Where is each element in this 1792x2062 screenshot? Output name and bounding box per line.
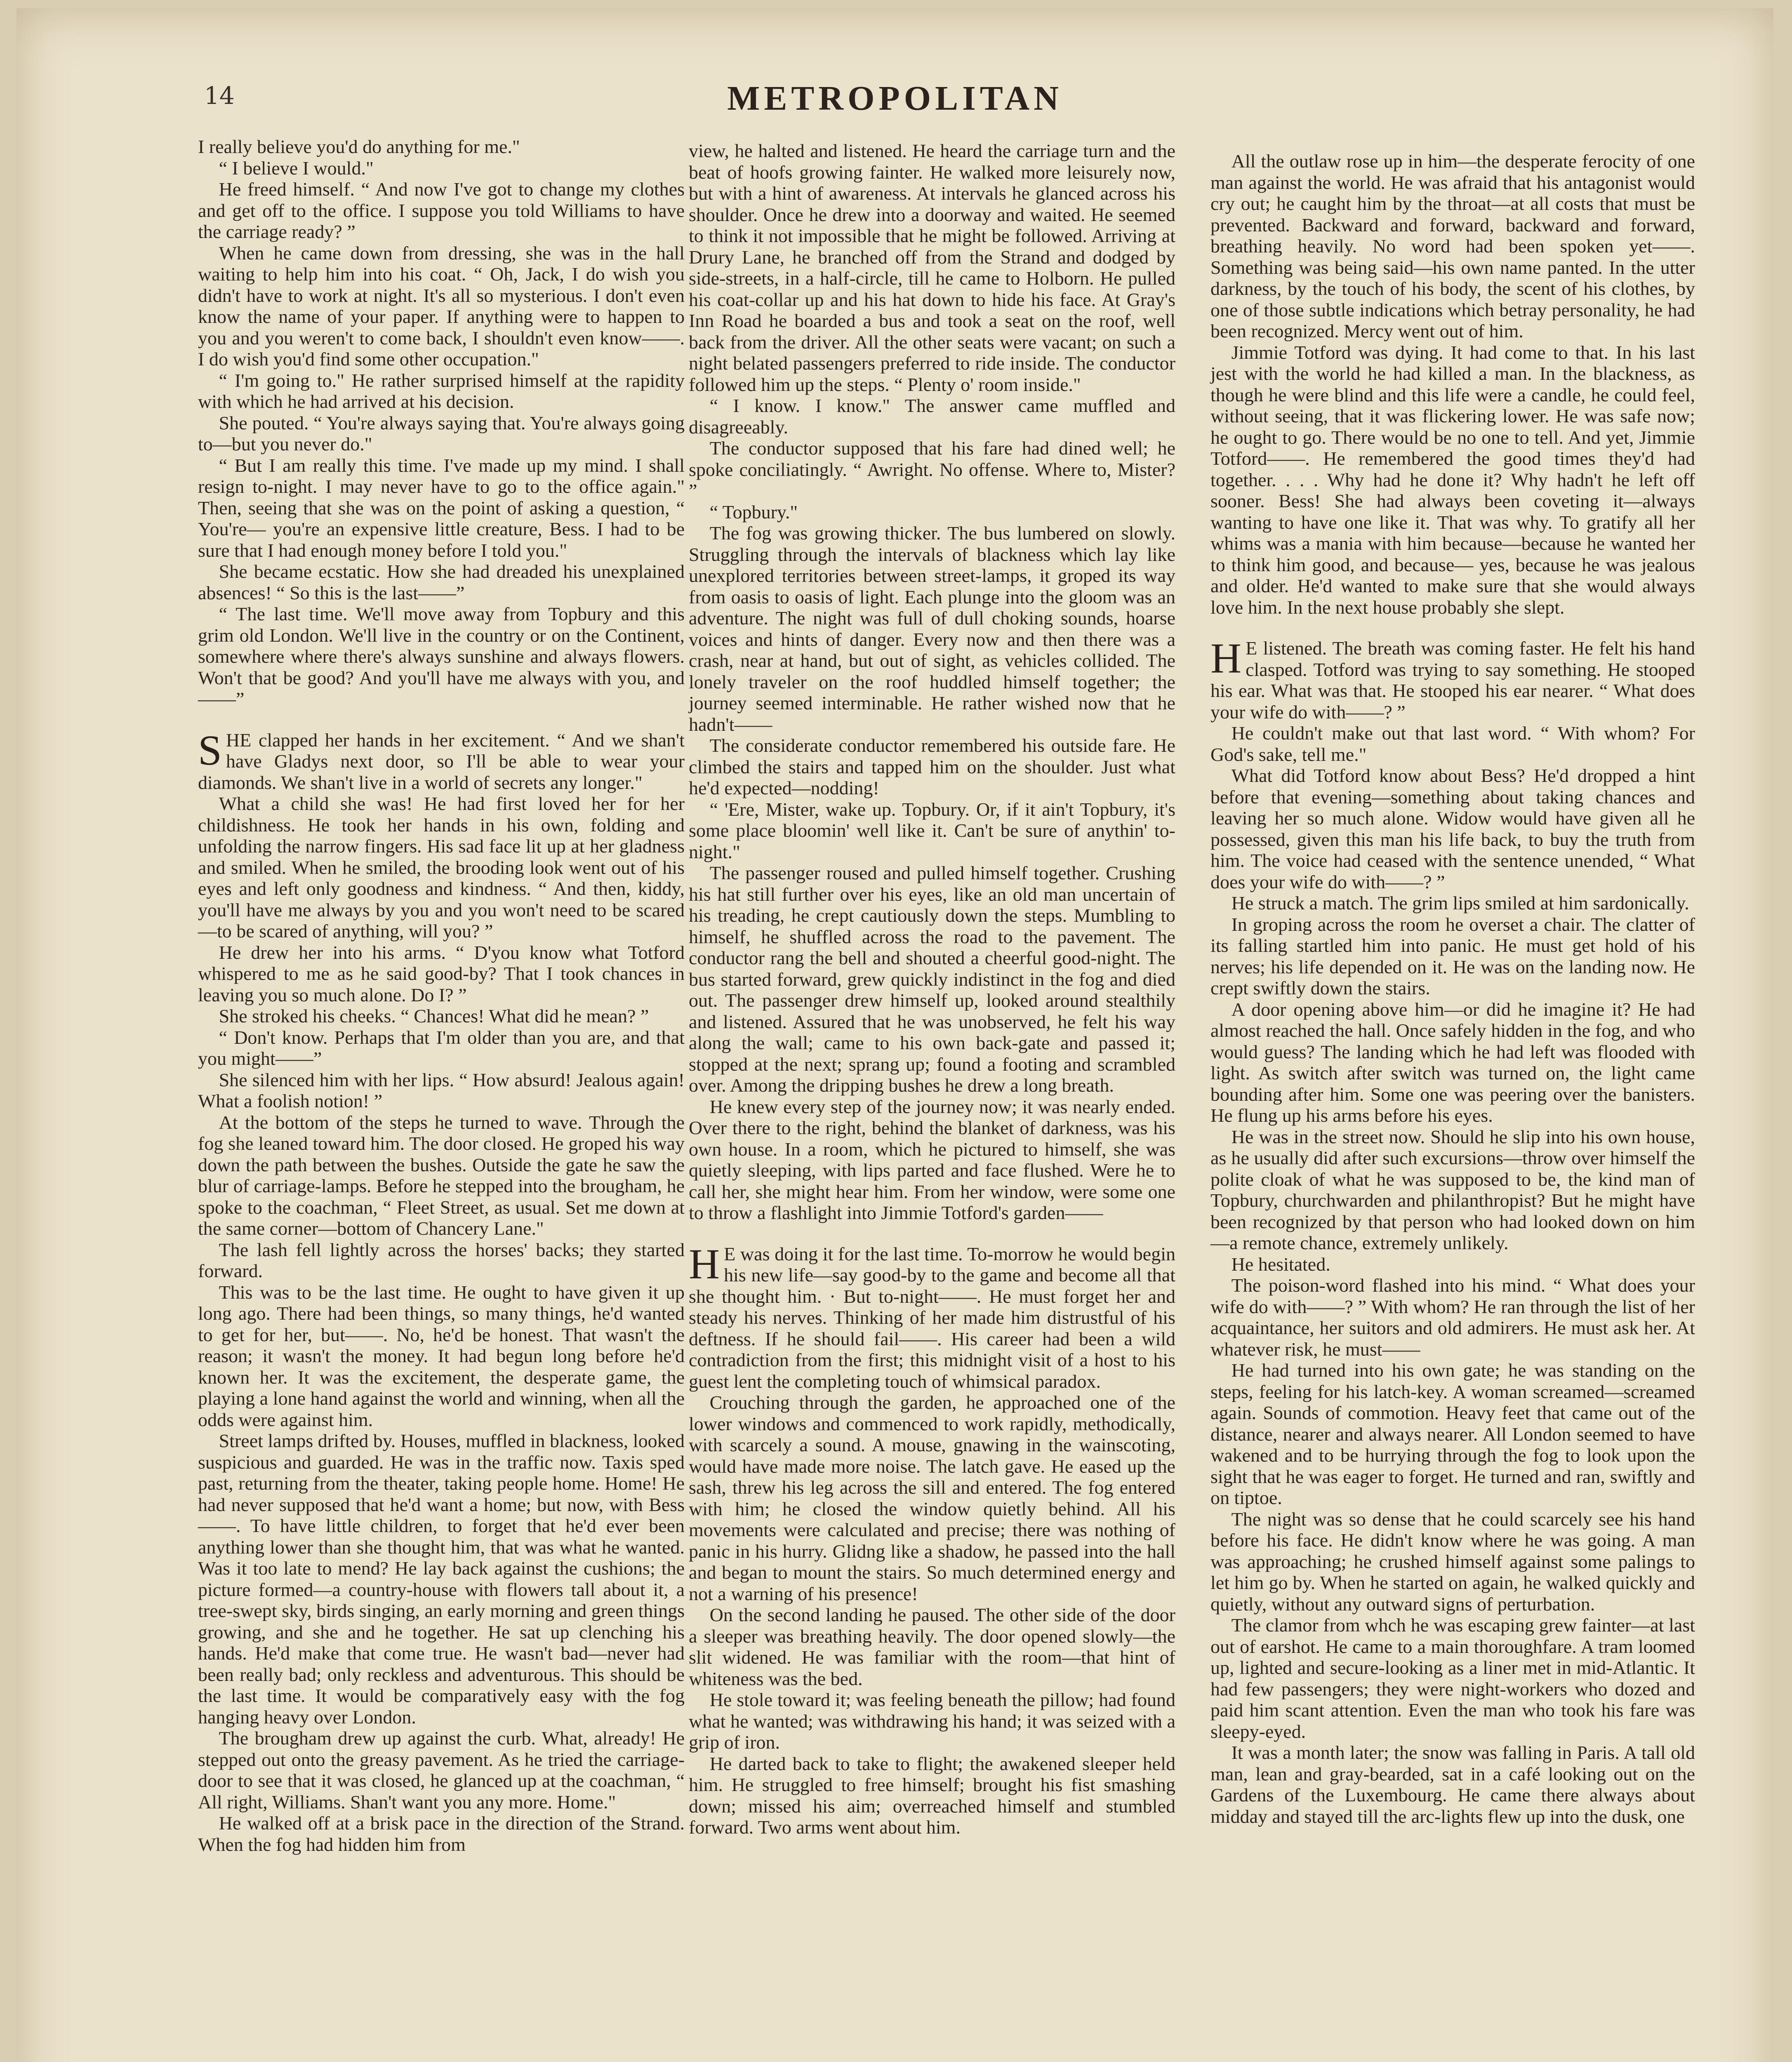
- paragraph-text: He couldn't make out that last word. “ With whom? For God's sake, tell me.": [1210, 723, 1695, 765]
- paragraph: [1210, 765, 1695, 892]
- paragraph-text: He knew every step of the journey now; it was nearly ended. Over there to the right, behind the blanket of darkness, was his own house. In a room, which he pictured to himself, she was quietly sleeping, with lips parted and face flushed. Were he to call her, she might hear him. From her window, were some one to throw a flashlight into Jimmie Totford's garden——: [689, 1096, 1175, 1223]
- paragraph-text: He was in the street now. Should he slip into his own house, as he usually did after such excursions—throw over himself the polite cloak of what he was supposed to be, the kind man of Topbury, churchwarden and philanthropist? But he might have been recognized by that person who had looked down on him—a remote chance, extremely unlikely.: [1210, 1126, 1695, 1253]
- paragraph: [198, 603, 685, 710]
- paragraph-text: HE clapped her hands in her excitement. “ And we shan't have Gladys next door, so I'll be able to wear your diamonds. We shan't live in a world of secrets any longer.": [198, 729, 685, 793]
- paragraph: [1210, 1615, 1695, 1742]
- paragraph-text: “ 'Ere, Mister, wake up. Topbury. Or, if it ain't Topbury, it's some place bloomin' well like it. Can't be sure of anythin' to-night.": [689, 798, 1175, 862]
- paragraph: [1210, 1275, 1695, 1360]
- paragraph-text: He struck a match. The grim lips smiled at him sardonically.: [1231, 892, 1689, 913]
- paragraph: [198, 1239, 685, 1282]
- paragraph: [198, 1005, 685, 1027]
- paragraph-text: On the second landing he paused. The other side of the door a sleeper was breathing heavily. The door opened slowly—the slit widened. He was familiar with the room—that hint of whiteness was the bed.: [689, 1604, 1175, 1689]
- paragraph: [1210, 1742, 1695, 1827]
- paragraph-text: E listened. The breath was coming faster. He felt his hand clasped. Totford was trying to say something. He stooped his ear. What was that. He stooped his ear nearer. “ What does your wife do with——? ”: [1210, 638, 1695, 723]
- paragraph: [1210, 723, 1695, 765]
- paragraph-text: He stole toward it; was feeling beneath the pillow; had found what he wanted; was withdrawing his hand; it was seized with a grip of iron.: [689, 1689, 1175, 1753]
- text-column-2: [689, 140, 1175, 1838]
- drop-cap: S: [198, 726, 222, 774]
- paragraph: [689, 862, 1175, 1096]
- paragraph: [198, 455, 685, 561]
- paragraph: [198, 158, 685, 179]
- masthead: METROPOLITAN: [727, 79, 1063, 118]
- paragraph-text: The night was so dense that he could scarcely see his hand before his face. He didn't know where he was going. A man was approaching; he crushed himself against some palings to let him go by. When he started on again, he walked quickly and quietly, without any outward signs of perturbation.: [1210, 1508, 1695, 1615]
- paragraph-text: The lash fell lightly across the horses' backs; they started forward.: [198, 1239, 685, 1281]
- paragraph: [198, 793, 685, 942]
- paragraph: [1210, 999, 1695, 1126]
- text-column-3: [1210, 151, 1695, 1827]
- paragraph-text: The considerate conductor remembered his outside fare. He climbed the stairs and tapped him on the shoulder. Just what he'd expected—nodding!: [689, 735, 1175, 798]
- paragraph-text: E was doing it for the last time. To-morrow he would begin his new life—say good-by to the game and become all that she thought him. · But to-night——. He must forget her and steady his nerves. Thinking of her made him distrustful of his deftness. If he should fail——. His career had been a wild contradiction from the first; this midnight visit of a host to his guest lent the completing touch of whimsical paradox.: [689, 1243, 1175, 1392]
- paragraph: [198, 242, 685, 370]
- paragraph-text: What a child she was! He had first loved her for her childishness. He took her hands in his own, folding and unfolding the narrow fingers. His sad face lit up at her gladness and smiled. When he smiled, the brooding look went out of his eyes and left only goodness and kindness. “ And then, kiddy, you'll have me always by you and you won't need to be scared—to be scared of anything, will you? ”: [198, 793, 685, 942]
- paragraph-text: The fog was growing thicker. The bus lumbered on slowly. Struggling through the intervals of blackness which lay like unexplored territories between street-lamps, it groped its way from oasis to oasis of light. Each plunge into the gloom was an adventure. The night was full of dull choking sounds, hoarse voices and hints of danger. Every now and then there was a crash, near at hand, but out of sight, as vehicles collided. The lonely traveler on the roof huddled himself together; the journey seemed interminable. He rather wished now that he hadn't——: [689, 523, 1175, 735]
- paragraph: [198, 1282, 685, 1431]
- paragraph: [1210, 1509, 1695, 1615]
- paragraph: [1210, 1254, 1695, 1275]
- paragraph-text: Crouching through the garden, he approached one of the lower windows and commenced to work rapidly, methodically, with scarcely a sound. A mouse, gnawing in the wainscoting, would have made more noise. The latch gave. He eased up the sash, threw his leg across the sill and entered. The fog entered with him; he closed the window quietly behind. All his movements were calculated and precise; there was nothing of panic in his hurry. Glidng like a shadow, he passed into the hall and began to mount the stairs. So much determined energy and not a warning of his presence!: [689, 1392, 1175, 1604]
- paragraph-text: “ But I am really this time. I've made up my mind. I shall resign to-night. I may never have to go to the office again." Then, seeing that she was on the point of asking a question, “ You're— you're an expensive little creature, Bess. I had to be sure that I had enough money before I told you.": [198, 454, 685, 561]
- paragraph: [1210, 1126, 1695, 1254]
- paragraph-text: All the outlaw rose up in him—the desperate ferocity of one man against the world. He was afraid that his antagonist would cry out; he caught him by the throat—at all costs that must be prevented. Backward and forward, backward and forward, breathing heavily. No word had been spoken yet——. Something was being said—his own name panted. In the utter darkness, by the touch of his body, the scent of his clothes, by one of those subtle indications which betray personality, he had been recognized. Mercy went out of him.: [1210, 151, 1695, 341]
- paragraph-text: The clamor from whch he was escaping grew fainter—at last out of earshot. He came to a main thoroughfare. A tram loomed up, lighted and secure-looking as a liner met in mid-Atlantic. It had few passengers; they were night-workers who dozed and paid him scant attention. Even the man who took his fare was sleepy-eyed.: [1210, 1615, 1695, 1742]
- paragraph: [1210, 342, 1695, 618]
- paragraph: [198, 726, 685, 793]
- paragraph: [689, 735, 1175, 799]
- paragraph: [198, 1027, 685, 1069]
- paragraph: [689, 1753, 1175, 1838]
- paragraph-text: She silenced him with her lips. “ How absurd! Jealous again! What a foolish notion! ”: [198, 1069, 685, 1111]
- paragraph-text: He hesitated.: [1231, 1253, 1330, 1275]
- paragraph-text: Street lamps drifted by. Houses, muffled in blackness, looked suspicious and guarded. He was in the traffic now. Taxis sped past, returning from the theater, taking people home. Home! He had never supposed that he'd want a home; but now, with Bess——. To have little children, to forget that he'd ever been anything lower than she thought him, that was what he wanted. Was it too late to mend? He lay back against the cushions; the picture formed—a country-house with flowers tall about it, a tree-swept sky, birds singing, an early morning and green things growing, and she and he together. He sat up clenching his hands. He'd make that come true. He wasn't bad—never had been really bad; only reckless and adventurous. This should be the last time. It would be comparatively easy with the fog hanging heavy over London.: [198, 1430, 685, 1728]
- paragraph: [689, 1096, 1175, 1224]
- text-column-1: [198, 136, 685, 1855]
- paragraph-text: What did Totford know about Bess? He'd dropped a hint before that evening—something about taking chances and leaving her so much alone. Widow would have given all he possessed, given this man his life back, to buy the truth from him. The voice had ceased with the sentence unended, “ What does your wife do with——? ”: [1210, 765, 1695, 892]
- paragraph-text: “ The last time. We'll move away from Topbury and this grim old London. We'll live in the country or on the Continent, somewhere where there's always sunshine and always flowers. Won't that be good? And you'll have me always with you, and——”: [198, 603, 685, 709]
- paragraph: [198, 1430, 685, 1728]
- paragraph: [198, 1728, 685, 1812]
- paragraph-text: “ Don't know. Perhaps that I'm older than you are, and that you might——”: [198, 1026, 685, 1069]
- paragraph-text: He darted back to take to flight; the awakened sleeper held him. He struggled to free himself; brought his fist smashing down; missed his aim; overreached himself and stumbled forward. Two arms went about him.: [689, 1753, 1175, 1838]
- paragraph-text: “ I know. I know." The answer came muffled and disagreeably.: [689, 395, 1175, 438]
- paragraph: [198, 412, 685, 455]
- paragraph-text: In groping across the room he overset a chair. The clatter of its falling startled him into panic. He must get hold of his nerves; his life depended on it. He was on the landing now. He crept swiftly down the stairs.: [1210, 913, 1695, 998]
- paragraph: [198, 942, 685, 1006]
- paragraph-text: “ I believe I would.": [219, 157, 374, 179]
- paragraph-text: Jimmie Totford was dying. It had come to that. In his last jest with the world he had killed a man. In the blackness, as though he were blind and this life were a candle, he could feel, without seeing, that it was flickering lower. He was safe now; he ought to go. There would be no one to tell. And yet, Jimmie Totford——. He remembered the good times they'd had together. . . . Why had he done it? Why hadn't he left off sooner. Bess! She had always been coveting it—always wanting to have one like it. That was why. To gratify all her whims was a mania with him because—because he wanted her to think him good, and because— yes, because he was jealous and older. He'd wanted to make sure that she would always love him. In the next house probably she slept.: [1210, 341, 1695, 618]
- paragraph-text: He drew her into his arms. “ D'you know what Totford whispered to me as he said good-by? That I took chances in leaving you so much alone. Do I? ”: [198, 942, 685, 1005]
- paragraph: [1210, 1360, 1695, 1509]
- paragraph: [198, 561, 685, 603]
- paragraph-text: He walked off at a brisk pace in the direction of the Strand. When the fog had hidden him from: [198, 1812, 685, 1855]
- paragraph-text: The conductor supposed that his fare had dined well; he spoke conciliatingly. “ Awright. No offense. Where to, Mister? ”: [689, 438, 1175, 501]
- paragraph: [198, 1069, 685, 1112]
- paragraph-text: “ I'm going to." He rather surprised himself at the rapidity with which he had arrived at his decision.: [198, 370, 685, 412]
- paragraph-text: This was to be the last time. He ought to have given it up long ago. There had been things, so many things, he'd wanted to get for her, but——. No, he'd be honest. That wasn't the reason; it wasn't the money. It had begun long before he'd known her. It was the excitement, the desperate game, the playing a lone hand against the world and winning, when all the odds were against him.: [198, 1281, 685, 1430]
- paragraph: [689, 1392, 1175, 1604]
- paragraph-text: She became ecstatic. How she had dreaded his unexplained absences! “ So this is the last——”: [198, 561, 685, 603]
- paragraph: [198, 136, 685, 158]
- paragraph-text: The passenger roused and pulled himself together. Crushing his hat still further over his eyes, like an old man uncertain of his treading, he crept cautiously down the steps. Mumbling to himself, he shuffled across the road to the pavement. The conductor rang the bell and shouted a cheerful good-night. The bus started forward, grew quickly indistinct in the fog and died out. The passenger drew himself up, looked around stealthily and listened. Assured that he was unobserved, he felt his way along the wall; came to his own back-gate and passed it; stopped at the next; sprang up; found a footing and scrambled over. Among the dripping bushes he drew a long breath.: [689, 862, 1175, 1096]
- paragraph-text: It was a month later; the snow was falling in Paris. A tall old man, lean and gray-bearded, sat in a café looking out on the Gardens of the Luxembourg. He came there always about midday and stayed till the arc-lights flew up into the dusk, one: [1210, 1742, 1695, 1827]
- paragraph: [1210, 151, 1695, 342]
- paragraph-text: She pouted. “ You're always saying that. You're always going to—but you never do.": [198, 412, 685, 454]
- paragraph-text: He had turned into his own gate; he was standing on the steps, feeling for his latch-key. A woman screamed—screamed again. Sounds of commotion. Heavy feet that came out of the distance, nearer and always nearer. All London seemed to have wakened and to be hurrying through the fog to look upon the sight that he was eager to forget. He turned and ran, swiftly and on tiptoe.: [1210, 1360, 1695, 1508]
- paragraph: [689, 799, 1175, 863]
- page-number: 14: [204, 82, 235, 110]
- paragraph: [689, 1240, 1175, 1392]
- paragraph-text: view, he halted and listened. He heard the carriage turn and the beat of hoofs growing fainter. He walked more leisurely now, but with a hint of awareness. At intervals he glanced across his shoulder. Once he drew into a doorway and waited. He seemed to think it not impossible that he might be followed. Arriving at Drury Lane, he branched off from the Strand and dodged by side-streets, in a half-circle, till he came to Holborn. He pulled his coat-collar up and his hat down to hide his face. At Gray's Inn Road he boarded a bus and took a seat on the roof, well back from the driver. All the other seats were vacant; on such a night belated passengers preferred to ride inside. The conductor followed him up the steps. “ Plenty o' room inside.": [689, 140, 1175, 395]
- paragraph-text: When he came down from dressing, she was in the hall waiting to help him into his coat. “ Oh, Jack, I do wish you didn't have to work at night. It's all so mysterious. I don't even know the name of your paper. If anything were to happen to you and you weren't to come back, I shouldn't even know——. I do wish you'd find some other occupation.": [198, 242, 685, 370]
- paragraph-text: The brougham drew up against the curb. What, already! He stepped out onto the greasy pavement. As he tried the carriage-door to see that it was closed, he glanced up at the coachman, “ All right, Williams. Shan't want you any more. Home.": [198, 1728, 685, 1812]
- magazine-page: [16, 8, 1773, 2062]
- paragraph-text: I really believe you'd do anything for me.": [198, 136, 520, 157]
- paragraph-text: A door opening above him—or did he imagine it? He had almost reached the hall. Once safely hidden in the fog, and who would guess? The landing which he had left was flooded with light. As switch after switch was turned on, the light came bounding after him. Some one was peering over the banisters. He flung up his arms before his eyes.: [1210, 998, 1695, 1126]
- paragraph: [689, 395, 1175, 438]
- paragraph: [198, 179, 685, 242]
- paragraph: [1210, 914, 1695, 999]
- paragraph-text: She stroked his cheeks. “ Chances! What did he mean? ”: [219, 1005, 649, 1026]
- paragraph: [689, 501, 1175, 523]
- paragraph: [689, 438, 1175, 501]
- drop-cap: H: [689, 1240, 720, 1288]
- paragraph-text: At the bottom of the steps he turned to wave. Through the fog she leaned toward him. The door closed. He groped his way down the path between the bushes. Outside the gate he saw the blur of carriage-lamps. Before he stepped into the brougham, he spoke to the coachman, “ Fleet Street, as usual. Set me down at the same corner—bottom of Chancery Lane.": [198, 1111, 685, 1239]
- paragraph: [689, 140, 1175, 395]
- drop-cap: H: [1210, 635, 1242, 682]
- paragraph: [198, 1112, 685, 1239]
- paragraph: [198, 1812, 685, 1855]
- paragraph-text: He freed himself. “ And now I've got to change my clothes and get off to the office. I suppose you told Williams to have the carriage ready? ”: [198, 179, 685, 242]
- paragraph-text: The poison-word flashed into his mind. “ What does your wife do with——? ” With whom? He ran through the list of her acquaintance, her suitors and old admirers. He must ask her. At whatever risk, he must——: [1210, 1275, 1695, 1360]
- paragraph: [1210, 635, 1695, 723]
- paragraph: [689, 523, 1175, 735]
- paragraph: [1210, 892, 1695, 914]
- paragraph: [689, 1689, 1175, 1753]
- paragraph: [689, 1604, 1175, 1689]
- paragraph-text: “ Topbury.": [709, 501, 798, 523]
- paragraph: [198, 370, 685, 412]
